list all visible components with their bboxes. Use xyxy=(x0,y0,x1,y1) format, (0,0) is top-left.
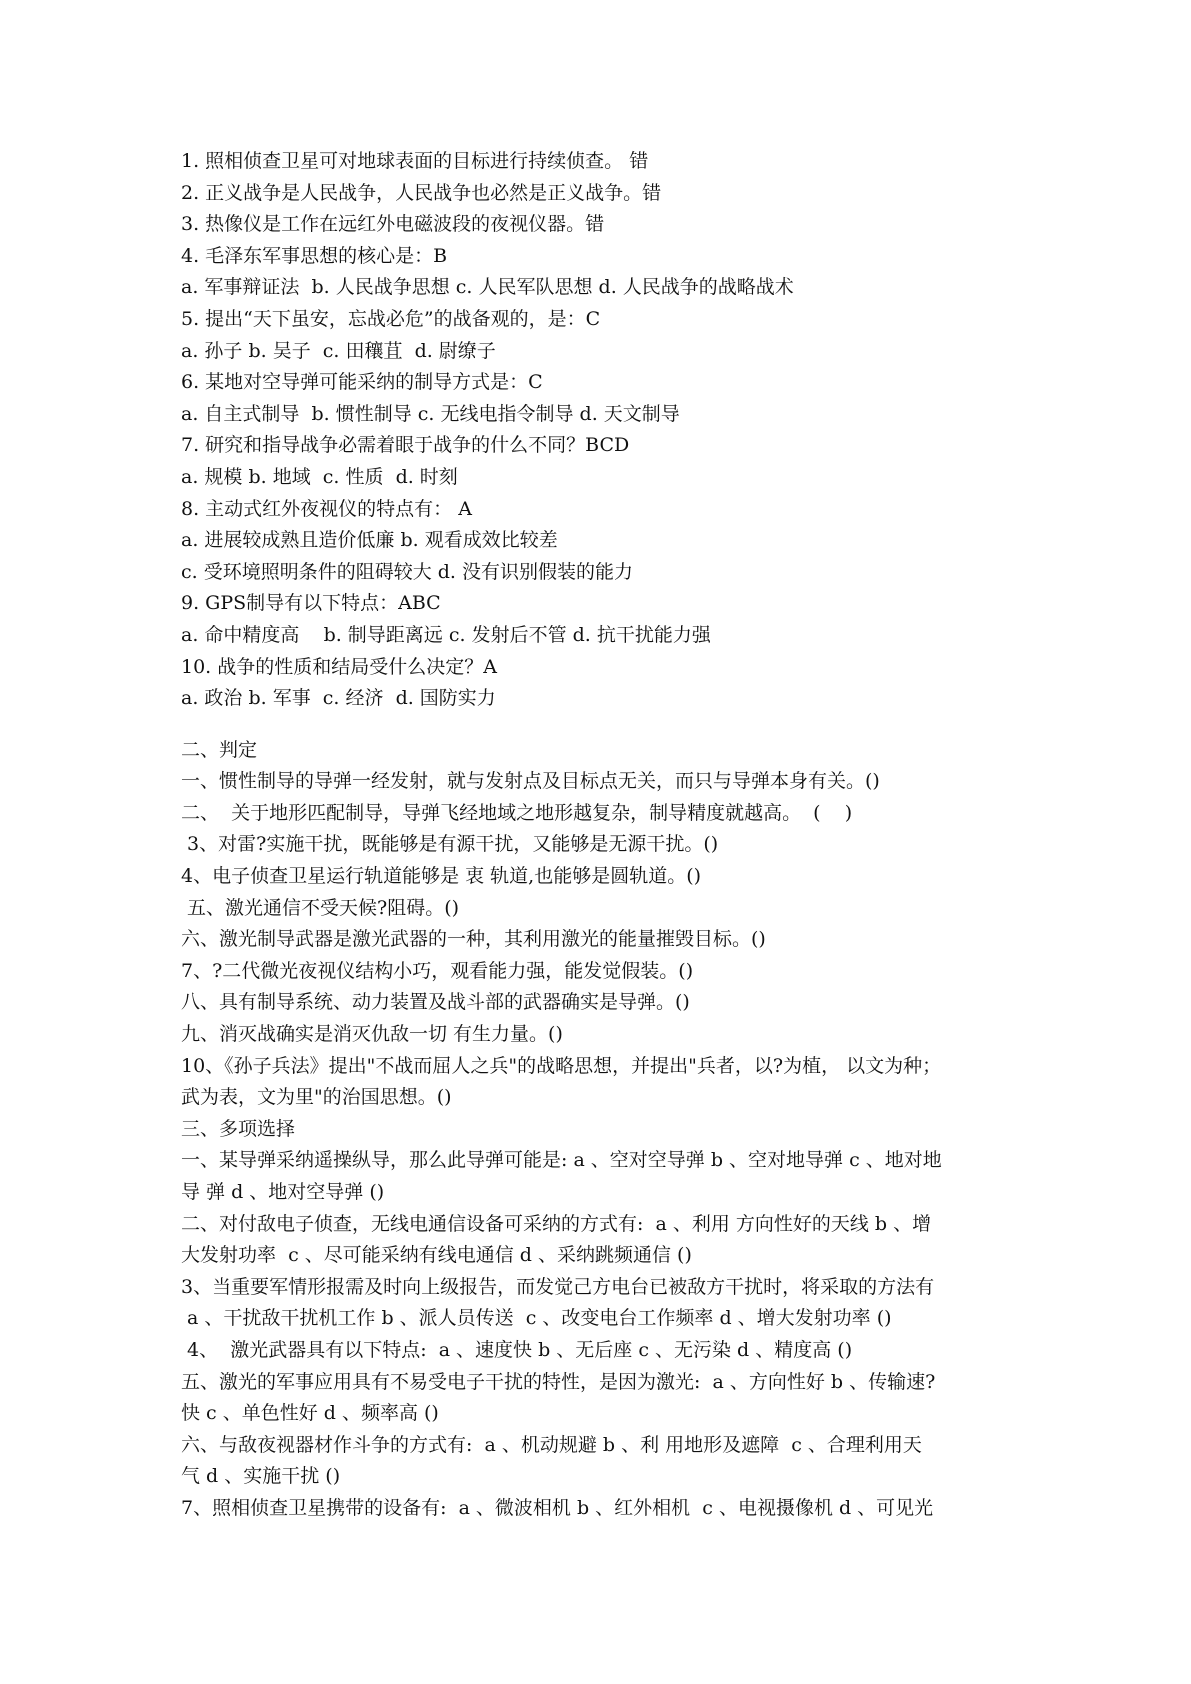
text-line: 三、多项选择 xyxy=(181,1117,296,1140)
text-line: 4、电子侦查卫星运行轨道能够是 衷 轨道,也能够是圆轨道。() xyxy=(181,865,702,888)
text-line: a. 规模 b. 地域 c. 性质 d. 时刻 xyxy=(181,465,458,488)
text-line: 快 c 、单色性好 d 、频率高 () xyxy=(181,1402,439,1425)
text-line: 5. 提出“天下虽安，忘战必危”的战备观的，是：C xyxy=(181,307,601,330)
text-line: 3、当重要军情形报需及时向上级报告，而发觉己方电台已被敌方干扰时，将采取的方法有 xyxy=(181,1275,935,1298)
text-line: a. 自主式制导 b. 惯性制导 c. 无线电指令制导 d. 天文制导 xyxy=(181,402,680,425)
text-line: 六、与敌夜视器材作斗争的方式有: a 、机动规避 b 、利 用地形及遮障 c 、合理利用天 xyxy=(181,1433,922,1456)
text-line: 9. GPS制导有以下特点：ABC xyxy=(181,592,441,615)
text-line: 4. 毛泽东军事思想的核心是：B xyxy=(181,244,448,267)
text-line: a. 军事辩证法 b. 人民战争思想 c. 人民军队思想 d. 人民战争的战略战术 xyxy=(181,276,794,299)
text-line: 八、具有制导系统、动力装置及战斗部的武器确实是导弹。() xyxy=(181,991,690,1014)
text-line: 7、?二代微光夜视仪结构小巧，观看能力强，能发觉假装。() xyxy=(181,959,694,982)
text-line: 二、对付敌电子侦查，无线电通信设备可采纳的方式有: a 、利用 方向性好的天线 b 、增 xyxy=(181,1212,932,1235)
text-line: c. 受环境照明条件的阻碍较大 d. 没有识别假装的能力 xyxy=(181,560,634,583)
text-line: 导 弹 d 、地对空导弹 () xyxy=(181,1181,385,1203)
text-line: 3、对雷?实施干扰，既能够是有源干扰，又能够是无源干扰。() xyxy=(181,833,719,856)
text-line: a. 政治 b. 军事 c. 经济 d. 国防实力 xyxy=(181,687,496,710)
text-line: 6. 某地对空导弹可能采纳的制导方式是：C xyxy=(181,371,543,394)
text-line: 1. 照相侦查卫星可对地球表面的目标进行持续侦查。 错 xyxy=(181,150,649,172)
text-line: 武为表，文为里"的治国思想。() xyxy=(181,1086,452,1109)
text-line: 九、消灭战确实是消灭仇敌一切 有生力量。() xyxy=(181,1023,563,1046)
text-line: a. 命中精度高 b. 制导距离远 c. 发射后不管 d. 抗干扰能力强 xyxy=(181,623,711,646)
text-line: a. 进展较成熟且造价低廉 b. 观看成效比较差 xyxy=(181,529,558,552)
document-body xyxy=(181,146,1021,1525)
text-line: 五、激光通信不受天候?阻碍。() xyxy=(181,896,460,919)
text-line: 二、判定 xyxy=(181,738,258,761)
text-line: 2. 正义战争是人民战争，人民战争也必然是正义战争。错 xyxy=(181,181,662,204)
text-line: 10. 战争的性质和结局受什么决定？A xyxy=(181,655,497,678)
text-line: 7、照相侦查卫星携带的设备有: a 、微波相机 b 、红外相机 c 、电视摄像机 d 、可见光 xyxy=(181,1496,934,1519)
text-line: a. 孙子 b. 吴子 c. 田穰苴 d. 尉缭子 xyxy=(181,339,496,362)
text-line: a 、干扰敌干扰机工作 b 、派人员传送 c 、改变电台工作频率 d 、增大发射功率 () xyxy=(181,1307,892,1330)
text-line: 二、 关于地形匹配制导，导弹飞经地域之地形越复杂，制导精度就越高。 ( ) xyxy=(181,801,853,824)
text-line: 4、 激光武器具有以下特点: a 、速度快 b 、无后座 c 、无污染 d 、精度高 () xyxy=(181,1338,853,1361)
text-line: 一、某导弹采纳遥操纵导，那么此导弹可能是: a 、空对空导弹 b 、空对地导弹 c 、地对地 xyxy=(181,1149,942,1172)
text-line xyxy=(181,715,1021,735)
text-line: 五、激光的军事应用具有不易受电子干扰的特性，是因为激光: a 、方向性好 b 、传输速? xyxy=(181,1370,936,1393)
text-line: 8. 主动式红外夜视仪的特点有： A xyxy=(181,497,472,520)
text-line: 气 d 、实施干扰 () xyxy=(181,1465,341,1488)
text-line: 一、惯性制导的导弹一经发射，就与发射点及目标点无关，而只与导弹本身有关。() xyxy=(181,770,880,793)
text-line: 大发射功率 c 、尽可能采纳有线电通信 d 、采纳跳频通信 () xyxy=(181,1244,692,1267)
text-line: 7. 研究和指导战争必需着眼于战争的什么不同？BCD xyxy=(181,434,630,457)
text-line: 六、激光制导武器是激光武器的一种，其利用激光的能量摧毁目标。() xyxy=(181,928,766,951)
text-line: 10、《孙子兵法》提出"不战而屈人之兵"的战略思想，并提出"兵者，以?为植， 以文为种； xyxy=(181,1054,942,1077)
text-line: 3. 热像仪是工作在远红外电磁波段的夜视仪器。错 xyxy=(181,213,605,236)
